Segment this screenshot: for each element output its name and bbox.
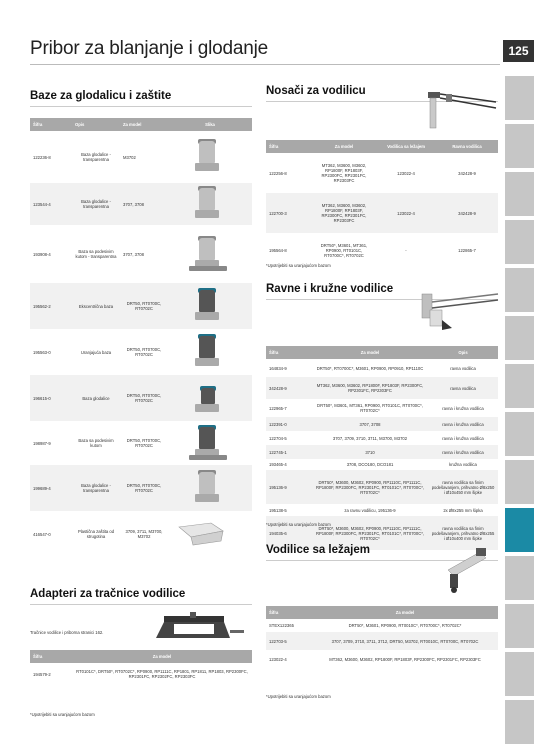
straight-guide-image: [412, 280, 500, 336]
title-divider: [30, 64, 500, 65]
ravna-cell: 342428-9: [436, 193, 498, 233]
table-row: [266, 233, 498, 267]
model-cell: 3707, 3708: [123, 251, 144, 257]
table-row: [266, 632, 498, 650]
model-cell: 3709, 3711, M3700, M3702: [125, 529, 163, 539]
adapteri-title: Adapteri za tračnice vodilice: [30, 588, 186, 600]
sifra-cell: 122391-0: [266, 417, 312, 431]
col-header: Za model: [120, 118, 168, 131]
table-row: [30, 663, 252, 685]
side-tab[interactable]: [505, 76, 534, 120]
model-cell: MT362, M3600, M3602, RP1800F, RP1803F, RP2300FC, RP2301FC, RP2303FC: [312, 193, 376, 233]
vodilice-table: [266, 606, 498, 668]
table-row: [30, 183, 252, 225]
table-row: [266, 619, 498, 632]
lezaj-cell: 123022-4: [376, 193, 436, 233]
chip-guard-image: [171, 519, 231, 549]
ravna-cell: 342428-9: [458, 170, 476, 176]
model-cell: DRT50, RT0700C, RT0702C: [120, 283, 168, 329]
sifra-cell: STEX122365: [269, 623, 294, 628]
model-cell: 3707, 3709, 3710, 3711, M3700, M3702: [332, 435, 408, 441]
model-cell: 3708, DCO180, DCO181: [346, 462, 394, 467]
col-header: Šifra: [30, 650, 72, 663]
sifra-cell: 123022-4: [269, 656, 287, 662]
col-header: Za model: [312, 140, 376, 153]
side-tab[interactable]: [505, 124, 534, 168]
side-tab[interactable]: [505, 604, 534, 648]
opis-cell: ravna vodilica: [428, 377, 498, 399]
model-cell: RT0101C*, DRT50*, RT0702C*, RP0900, RP1111C, RP1801, RP1811, RP1803, RP2300FC, RP2301FC, RP2302FC, RP2303FC: [76, 669, 248, 679]
product-image: [168, 131, 252, 183]
opis-cell: Uranjajuća baza: [80, 349, 112, 355]
sifra-cell: 194579-2: [33, 671, 51, 677]
sifra-cell: 122700-3: [266, 193, 312, 233]
ravne-note: *Upotrijebiti sa uranjajućom bazom: [266, 522, 331, 527]
sifra-cell: 199689-4: [30, 465, 72, 511]
table-row: [266, 377, 498, 399]
side-tab-active[interactable]: [505, 508, 534, 552]
sifra-cell: 122704-5: [269, 435, 287, 441]
table-row: [266, 650, 498, 668]
baze-title: Baze za glodalicu i zaštite: [30, 90, 172, 102]
side-tab[interactable]: [505, 268, 534, 312]
ravna-cell: 122865-7: [458, 247, 476, 253]
sifra-cell: 122745-1: [266, 445, 312, 459]
sifra-cell: 194035-6: [266, 516, 312, 550]
baze-divider: [30, 106, 252, 107]
col-header: Šifra: [266, 140, 312, 153]
sifra-cell: 196615-0: [30, 375, 72, 421]
side-tab[interactable]: [505, 412, 534, 456]
vodilice-note: *Upotrijebiti sa uranjajućom bazom: [266, 694, 331, 699]
table-row: [266, 470, 498, 504]
table-row: [30, 465, 252, 511]
ravne-table: [266, 346, 498, 550]
sifra-cell: 342428-9: [266, 377, 312, 399]
model-cell: MT362, M3600, M3602, RP1800F, RP1803F, RP2300FC, RP2301FC, RP2303FC: [321, 163, 367, 183]
nosaci-note: *Upotrijebiti sa uranjajućom bazom: [266, 263, 331, 268]
model-cell: DRT50*, M3600, M3602, RP0900, RP1110C, RP1111C, RP1800F, RP2300FC, RP2301FC, RT0101C*, RT0700C*, RT0702C*: [312, 470, 428, 504]
col-header: Opis: [428, 346, 498, 359]
product-image: [168, 329, 252, 375]
col-header: Za model: [312, 346, 428, 359]
side-tab[interactable]: [505, 700, 534, 744]
table-row: [30, 131, 252, 183]
table-row: [266, 153, 498, 193]
side-tab[interactable]: [505, 220, 534, 264]
opis-cell: Ekscentrična baza: [72, 283, 120, 329]
side-index-tabs: [505, 76, 534, 748]
table-row: [30, 511, 252, 557]
table-row: [266, 359, 498, 377]
table-row: [30, 225, 252, 283]
opis-cell: ravna vodilica sa finim podešavanjem, prihvatno Ø8x250 i Ø10x450 mm šipke: [428, 470, 498, 504]
side-tab[interactable]: [505, 316, 534, 360]
model-cell: DRT50*, M3601, MT361, RP0900, RT0101C, RT0700C*, RT0702C: [320, 242, 368, 258]
product-image: [168, 465, 252, 511]
model-cell: za ravnu vodilicu, 195136-9: [344, 507, 396, 513]
page-title: Pribor za blanjanje i glodanje: [30, 38, 268, 59]
rail-adapter-image: [150, 608, 250, 646]
product-image: [168, 421, 252, 465]
model-cell: DRT50*, M3601, RP0900, RT0010C*, RT0700C*, RT0702C*: [348, 623, 462, 628]
nosaci-title: Nosači za vodilicu: [266, 85, 366, 97]
col-header: Za model: [312, 606, 498, 619]
sifra-cell: 193908-4: [33, 251, 51, 257]
opis-cell: ravna i kružna vodilica: [442, 435, 484, 441]
lezaj-cell: 123022-4: [397, 170, 415, 176]
lezaj-cell: -: [405, 247, 407, 253]
product-image: [168, 283, 252, 329]
opis-cell: Baza glodalice - transparentna: [72, 465, 120, 511]
ravne-title: Ravne i kružne vodilice: [266, 283, 394, 295]
adapteri-intro: Tračnice vodilice i priborna stranici 162.: [30, 630, 104, 635]
sifra-cell: 198987-9: [33, 440, 51, 446]
model-cell: DRT50*, RT0700C*, M3601, RP0900, RP0910, RP1110C: [316, 365, 424, 371]
model-cell: DRT50, RT0700C, RT0702C: [120, 375, 168, 421]
model-cell: DRT50, RT0700C, RT0702C: [126, 438, 162, 448]
opis-cell: 2x Ø8x255 mm šipka: [443, 507, 483, 513]
col-header: Šifra: [266, 606, 312, 619]
sifra-cell: 195562-2: [30, 283, 72, 329]
sifra-cell: 195564-8: [269, 247, 287, 253]
col-header: Šifra: [266, 346, 312, 359]
table-row: [266, 459, 498, 470]
model-cell: MT362, M3600, M3602, RP1800F, RP1803F, RP2300FC, RP2301FC, RP2303FC: [312, 377, 428, 399]
adapteri-table: [30, 650, 252, 685]
opis-cell: Plastična zaštita od strugotina: [77, 529, 115, 539]
opis-cell: ravna i kružna vodilica: [428, 445, 498, 459]
col-header: Slika: [168, 118, 252, 131]
page-number: 125: [503, 40, 534, 62]
opis-cell: kružna vodilica: [449, 462, 477, 467]
baze-table: [30, 118, 252, 557]
table-row: [266, 504, 498, 516]
table-row: [266, 193, 498, 233]
opis-cell: ravna i kružna vodilica: [442, 405, 484, 411]
table-row: [266, 399, 498, 417]
side-tab[interactable]: [505, 652, 534, 696]
model-cell: 3710: [312, 445, 428, 459]
adapteri-divider: [30, 604, 252, 605]
sifra-cell: 195563-0: [33, 349, 51, 355]
model-cell: DRT50, RT0700C, RT0702C: [126, 347, 162, 357]
sifra-cell: 164834-9: [269, 365, 287, 371]
table-row: [266, 431, 498, 445]
opis-cell: Baza glodalice - transparentna: [81, 152, 111, 162]
table-row: [266, 417, 498, 431]
opis-cell: Baza glodalice - transparentna: [72, 183, 120, 225]
side-tab[interactable]: [505, 364, 534, 408]
col-header: Ravna vodilica: [436, 140, 498, 153]
adapteri-note: *Upotrijebiti sa uranjajućom bazom: [30, 712, 95, 717]
col-header: Za model: [72, 650, 252, 663]
model-cell: MT362, M3600, M3602, RP1800F, RP1803F, RP2300FC, RP2301FC, RP2303FC: [329, 656, 481, 662]
sifra-cell: 122236-8: [33, 154, 51, 160]
model-cell: 3707, 3708: [312, 417, 428, 431]
side-tab[interactable]: [505, 556, 534, 600]
table-row: [30, 329, 252, 375]
opis-cell: Baza glodalice: [72, 375, 120, 421]
bearing-guide-image: [440, 540, 500, 596]
sifra-cell: 195136-9: [266, 470, 312, 504]
table-row: [30, 283, 252, 329]
model-cell: DRT50, RT0700C, RT0702C: [120, 465, 168, 511]
sifra-cell: 416547-0: [33, 531, 51, 537]
opis-cell: ravna vodilica: [450, 365, 476, 371]
col-header: Opis: [72, 118, 120, 131]
model-cell: DRT50*, M3600, M3602, RP0900, RP1110C, RP1111C, RP1800F, RP2300FC, RP2301FC, RT0101C*, RT0700C*, RT0702C*: [312, 516, 428, 550]
opis-cell: Baza sa podesivim kutom: [78, 438, 114, 448]
col-header: Šifra: [30, 118, 72, 131]
model-cell: 3707, 3708: [120, 183, 168, 225]
opis-cell: ravna vodilica sa finim podešavanjem, prihvatno Ø8x255 i Ø10x400 mm šipke: [428, 516, 498, 550]
sifra-cell: 122965-7: [269, 405, 287, 411]
product-image: [168, 225, 252, 283]
side-tab[interactable]: [505, 460, 534, 504]
table-row: [266, 445, 498, 459]
product-image: [168, 511, 252, 557]
model-cell: 3707, 3709, 3710, 3711, 3712, DRT50, M3702, RT0010C, RT0700C, RT0702C: [312, 632, 498, 650]
model-cell: DRT50*, M3601, MT361, RP0900, RT0101C, RT0700C*, RT0702C*: [317, 403, 423, 413]
guide-holder-image: [420, 82, 500, 134]
product-image: [168, 183, 252, 225]
opis-cell: Baza sa podesivim kutom - transparentna: [75, 249, 117, 259]
nosaci-table: [266, 140, 498, 267]
sifra-cell: 195138-5: [269, 507, 287, 513]
vodilice-title: Vodilice sa ležajem: [266, 544, 370, 556]
sifra-cell: 122256-8: [269, 170, 287, 176]
sifra-cell: 123544-4: [30, 183, 72, 225]
opis-cell: ravna i kružna vodilica: [428, 417, 498, 431]
col-header: Vodilica sa ležajem: [376, 140, 436, 153]
table-row: [30, 375, 252, 421]
sifra-cell: 193465-4: [269, 462, 287, 467]
sifra-cell: 122703-5: [266, 632, 312, 650]
side-tab[interactable]: [505, 172, 534, 216]
table-row: [30, 421, 252, 465]
product-image: [168, 375, 252, 421]
model-cell: M3702: [123, 154, 136, 160]
